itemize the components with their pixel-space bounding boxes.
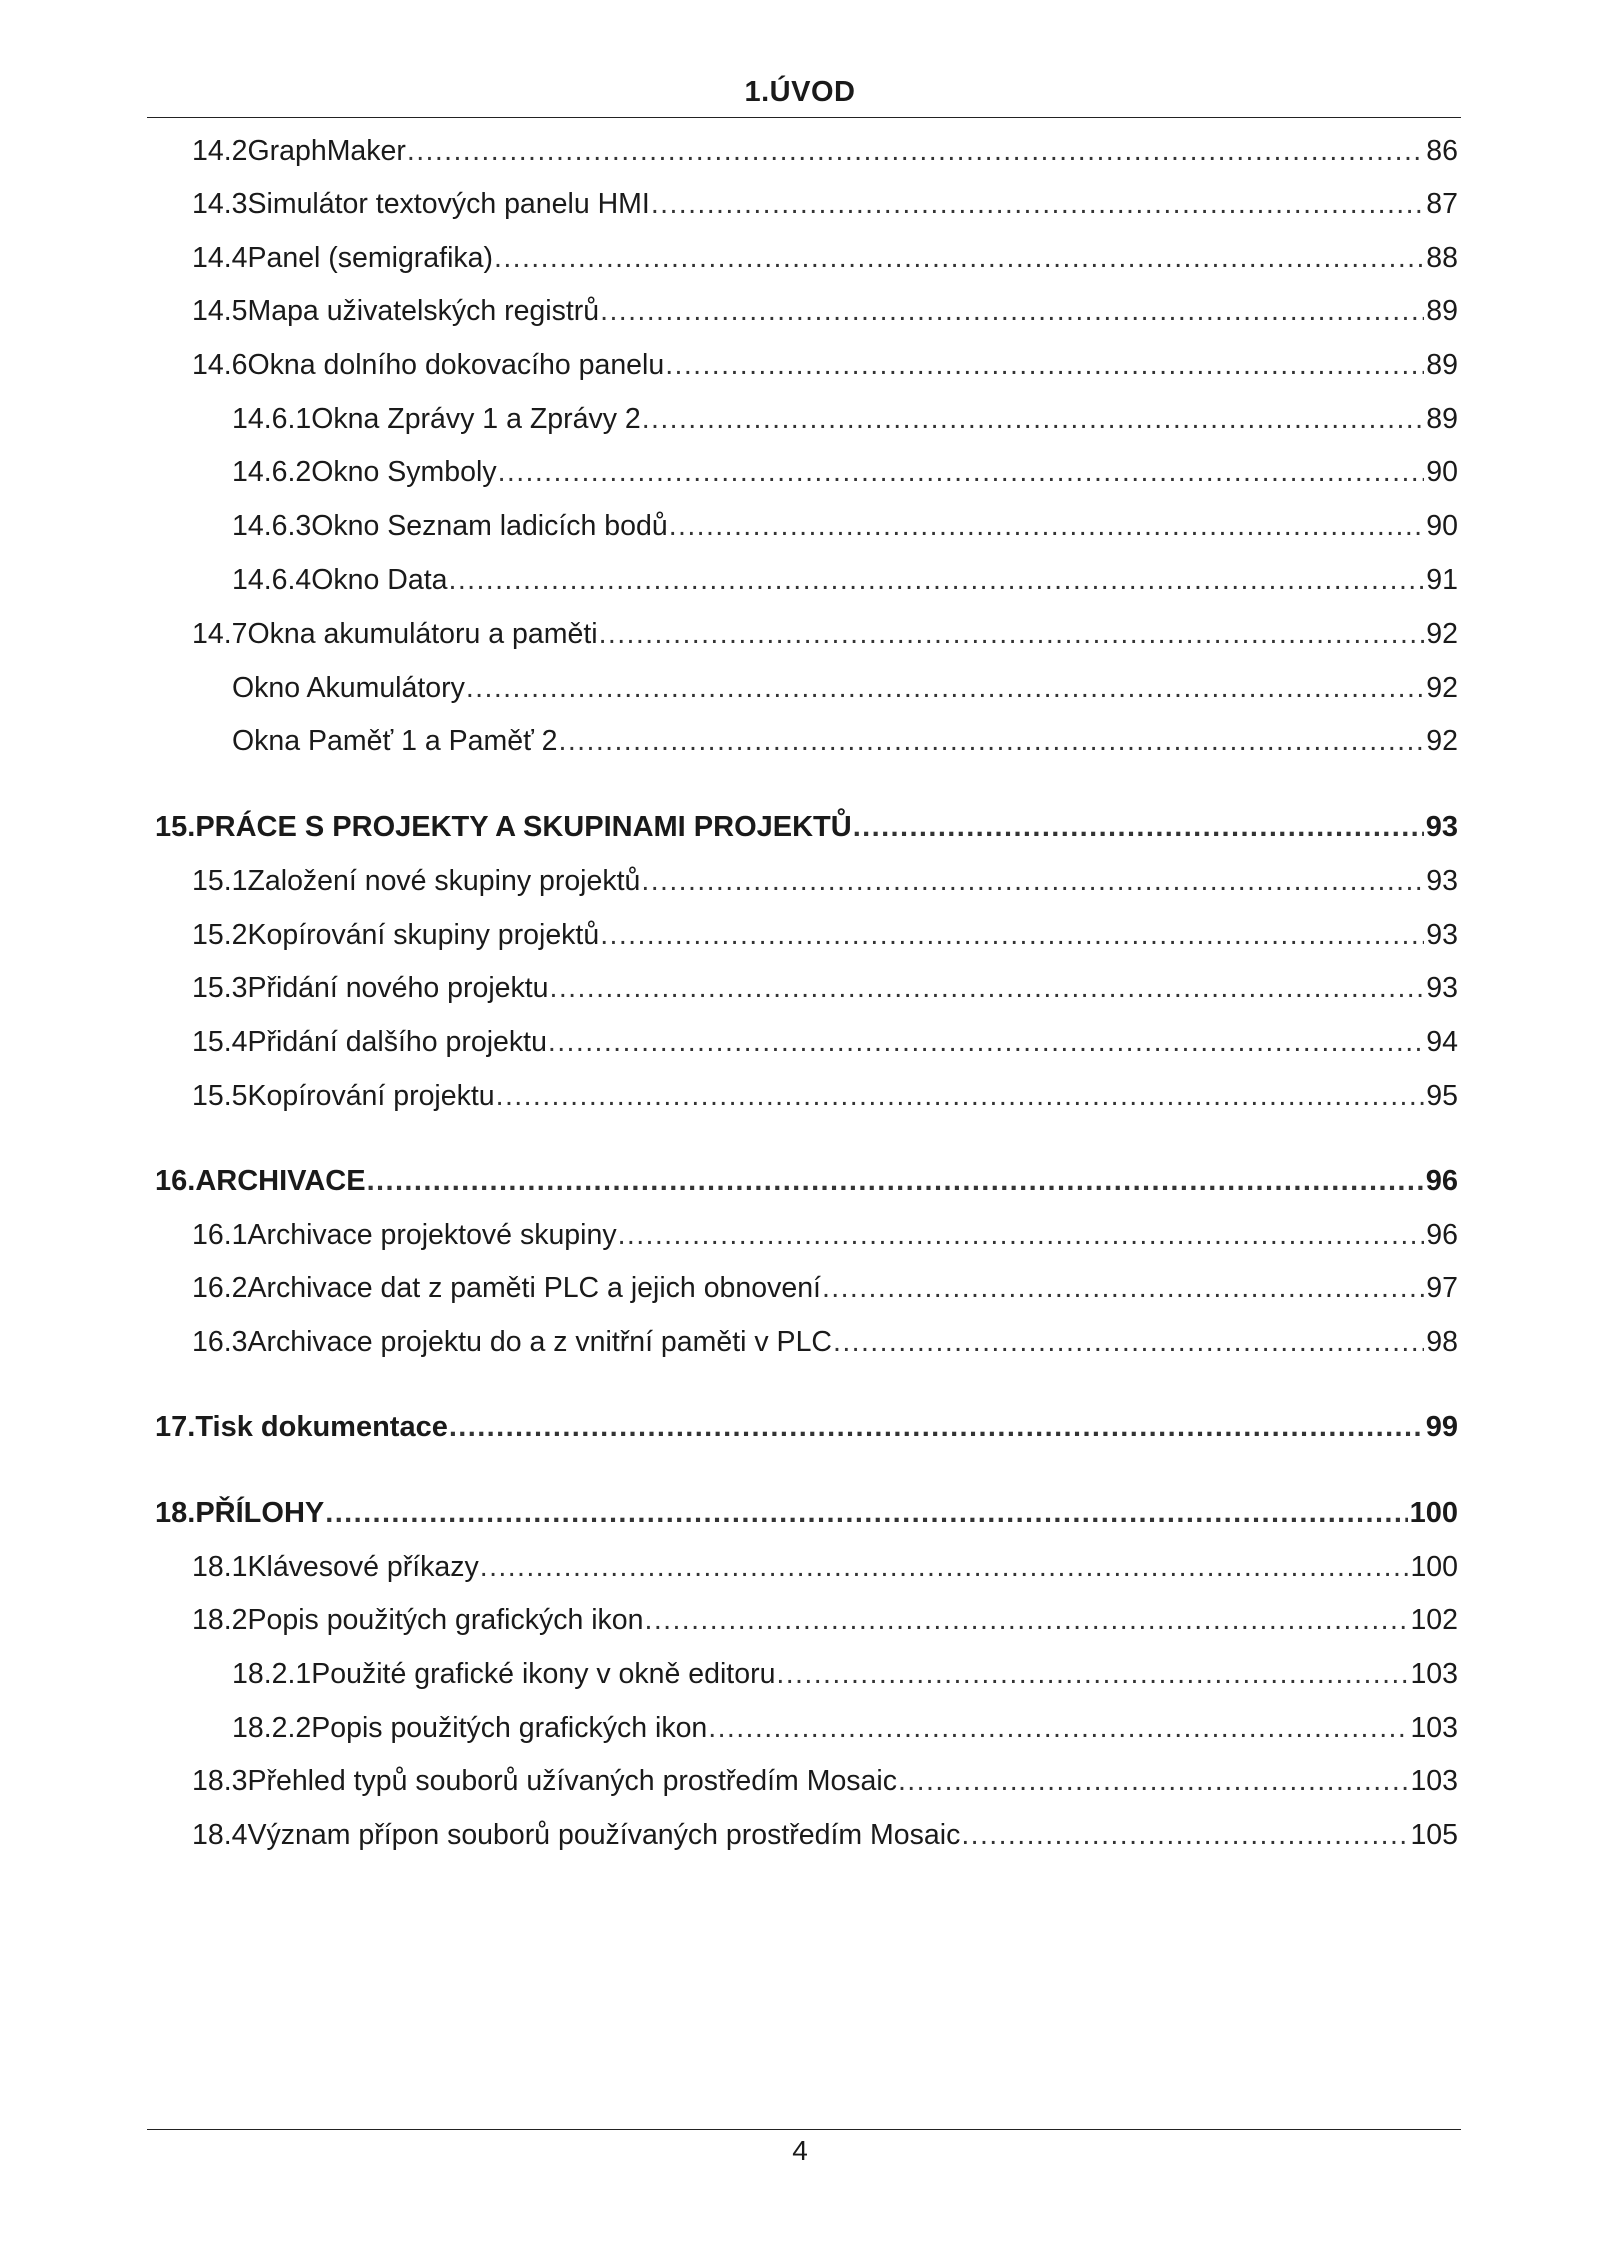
- toc-entry-number: 15.1: [192, 865, 248, 897]
- dot-leader: [449, 1407, 1424, 1447]
- toc-entry-title: Přidání nového projektu: [247, 972, 549, 1004]
- toc-entry-title: Mapa uživatelských registrů: [247, 295, 600, 327]
- toc-entry-page: 103: [1410, 1765, 1458, 1797]
- dot-leader: [898, 1761, 1408, 1801]
- toc-entry-page: 96: [1426, 1219, 1458, 1251]
- dot-leader: [618, 1215, 1425, 1255]
- dot-leader: [708, 1708, 1408, 1748]
- toc-entry-number: 18.2.1: [232, 1658, 312, 1690]
- dot-leader: [559, 721, 1425, 761]
- dot-leader: [325, 1493, 1407, 1533]
- dot-leader: [548, 1022, 1424, 1062]
- toc-entry-number: 18.1: [192, 1551, 248, 1583]
- toc-entry-page: 92: [1426, 672, 1458, 704]
- toc-entry-page: 98: [1426, 1326, 1458, 1358]
- toc-entry[interactable]: [192, 915, 1458, 955]
- dot-leader: [466, 668, 1424, 708]
- dot-leader: [641, 861, 1424, 901]
- footer-rule: [147, 2129, 1461, 2130]
- toc-entry-number: 18.2: [192, 1604, 248, 1636]
- toc-entry-title: Význam přípon souborů používaných prostředím Mosaic: [247, 1819, 961, 1851]
- toc-entry[interactable]: [192, 1215, 1458, 1255]
- dot-leader: [961, 1815, 1408, 1855]
- toc-entry[interactable]: [232, 399, 1458, 439]
- toc-entry-page: 86: [1426, 135, 1458, 167]
- toc-entry-title: ARCHIVACE: [195, 1165, 366, 1197]
- toc-entry[interactable]: [192, 614, 1458, 654]
- toc-entry-page: 93: [1426, 972, 1458, 1004]
- toc-entry-title: GraphMaker: [247, 135, 406, 167]
- toc-entry-number: 18.2.2: [232, 1712, 312, 1744]
- dot-leader: [407, 131, 1424, 171]
- toc-entry-page: 92: [1426, 618, 1458, 650]
- toc-entry[interactable]: [192, 345, 1458, 385]
- toc-entry-title: Tisk dokumentace: [195, 1411, 448, 1443]
- dot-leader: [822, 1268, 1424, 1308]
- toc-entry-page: 89: [1426, 295, 1458, 327]
- dot-leader: [645, 1600, 1409, 1640]
- toc-entry-number: 14.2: [192, 135, 248, 167]
- toc-entry-number: 18.4: [192, 1819, 248, 1851]
- dot-leader: [665, 345, 1424, 385]
- dot-leader: [498, 452, 1425, 492]
- toc-entry[interactable]: [192, 1815, 1458, 1855]
- toc-entry-page: 87: [1426, 188, 1458, 220]
- toc-entry-title: Klávesové příkazy: [247, 1551, 479, 1583]
- toc-entry-number: 15.4: [192, 1026, 248, 1058]
- toc-entry[interactable]: [192, 1600, 1458, 1640]
- toc-entry[interactable]: [192, 1547, 1458, 1587]
- header-rule: [147, 117, 1461, 118]
- toc-entry-number: 18.3: [192, 1765, 248, 1797]
- toc-entry[interactable]: [155, 807, 1458, 847]
- toc-entry-number: 14.6.3: [232, 510, 312, 542]
- toc-entry-title: Založení nové skupiny projektů: [247, 865, 641, 897]
- toc-entry-number: 16.3: [192, 1326, 248, 1358]
- toc-entry-number: 16.1: [192, 1219, 248, 1251]
- toc-entry-page: 100: [1409, 1497, 1458, 1529]
- toc-entry-page: 88: [1426, 242, 1458, 274]
- toc-entry-page: 89: [1426, 403, 1458, 435]
- toc-entry-number: 16.: [155, 1165, 196, 1197]
- toc-entry[interactable]: [192, 1268, 1458, 1308]
- toc-entry-number: 14.6.1: [232, 403, 312, 435]
- toc-entry-title: Kopírování projektu: [247, 1080, 495, 1112]
- toc-entry[interactable]: [192, 1022, 1458, 1062]
- toc-entry-number: 16.2: [192, 1272, 248, 1304]
- toc-entry-title: Přehled typů souborů užívaných prostředím Mosaic: [247, 1765, 897, 1797]
- toc-entry-page: 95: [1426, 1080, 1458, 1112]
- dot-leader: [449, 560, 1425, 600]
- toc-entry-number: 15.5: [192, 1080, 248, 1112]
- toc-entry[interactable]: [192, 1322, 1458, 1362]
- toc-entry-title: Okna dolního dokovacího panelu: [247, 349, 665, 381]
- dot-leader: [669, 506, 1425, 546]
- dot-leader: [480, 1547, 1409, 1587]
- toc-entry-page: 90: [1426, 510, 1458, 542]
- toc-entry-page: 93: [1425, 811, 1458, 843]
- toc-entry-number: 14.5: [192, 295, 248, 327]
- dot-leader: [651, 184, 1424, 224]
- toc-entry-page: 100: [1410, 1551, 1458, 1583]
- toc-entry-number: 18.: [155, 1497, 196, 1529]
- toc-entry-title: Okna Zprávy 1 a Zprávy 2: [311, 403, 641, 435]
- toc-entry-number: 14.3: [192, 188, 248, 220]
- toc-entry-number: 15.: [155, 811, 196, 843]
- toc-entry-page: 99: [1425, 1411, 1458, 1443]
- toc-entry[interactable]: [192, 184, 1458, 224]
- toc-entry-number: 17.: [155, 1411, 196, 1443]
- toc-entry-page: 103: [1410, 1712, 1458, 1744]
- toc-entry-number: 14.6.4: [232, 564, 312, 596]
- toc-entry[interactable]: [192, 131, 1458, 171]
- toc-entry-title: Okno Seznam ladicích bodů: [311, 510, 668, 542]
- toc-entry-number: 14.6: [192, 349, 248, 381]
- toc-entry-title: Simulátor textových panelu HMI: [247, 188, 650, 220]
- toc-entry[interactable]: [232, 721, 1458, 761]
- toc-entry-title: Okno Data: [311, 564, 448, 596]
- toc-entry-page: 105: [1410, 1819, 1458, 1851]
- toc-entry-page: 90: [1426, 456, 1458, 488]
- dot-leader: [599, 614, 1425, 654]
- toc-entry[interactable]: [232, 452, 1458, 492]
- toc-entry-title: PŘÍLOHY: [195, 1497, 325, 1529]
- toc-entry-title: PRÁCE S PROJEKTY A SKUPINAMI PROJEKTŮ: [195, 811, 852, 843]
- toc-entry-title: Okna Paměť 1 a Paměť 2: [232, 725, 558, 757]
- dot-leader: [367, 1161, 1424, 1201]
- toc-entry-page: 93: [1426, 865, 1458, 897]
- toc-entry-title: Použité grafické ikony v okně editoru: [311, 1658, 776, 1690]
- toc-entry-title: Okno Akumulátory: [232, 672, 465, 704]
- toc-entry-title: Okno Symboly: [311, 456, 497, 488]
- toc-entry-title: Archivace dat z paměti PLC a jejich obnovení: [247, 1272, 821, 1304]
- toc-entry-page: 92: [1426, 725, 1458, 757]
- dot-leader: [600, 291, 1424, 331]
- toc-entry-title: Přidání dalšího projektu: [247, 1026, 547, 1058]
- toc-entry[interactable]: [232, 1654, 1458, 1694]
- toc-entry-title: Kopírování skupiny projektů: [247, 919, 600, 951]
- toc-entry[interactable]: [232, 668, 1458, 708]
- toc-entry-title: Popis použitých grafických ikon: [311, 1712, 708, 1744]
- toc-entry-page: 93: [1426, 919, 1458, 951]
- toc-entry-number: 14.4: [192, 242, 248, 274]
- toc-entry-title: Archivace projektu do a z vnitřní paměti v PLC: [247, 1326, 832, 1358]
- toc-entry-title: Okna akumulátoru a paměti: [247, 618, 598, 650]
- running-header: 1.ÚVOD: [744, 76, 856, 108]
- toc-entry-page: 96: [1425, 1165, 1458, 1197]
- dot-leader: [550, 968, 1425, 1008]
- toc-entry[interactable]: [155, 1493, 1458, 1533]
- toc-entry[interactable]: [192, 861, 1458, 901]
- toc-entry-title: Popis použitých grafických ikon: [247, 1604, 644, 1636]
- toc-entry[interactable]: [192, 968, 1458, 1008]
- toc-entry-page: 97: [1426, 1272, 1458, 1304]
- toc-entry[interactable]: [155, 1407, 1458, 1447]
- toc-entry-number: 14.7: [192, 618, 248, 650]
- dot-leader: [600, 915, 1424, 955]
- toc-entry-page: 102: [1410, 1604, 1458, 1636]
- toc-entry[interactable]: [192, 291, 1458, 331]
- toc-entry-number: 15.3: [192, 972, 248, 1004]
- toc-entry[interactable]: [192, 1761, 1458, 1801]
- toc-entry[interactable]: [192, 1076, 1458, 1116]
- toc-entry[interactable]: [232, 506, 1458, 546]
- toc-entry[interactable]: [232, 560, 1458, 600]
- page-number: 4: [792, 2135, 808, 2166]
- dot-leader: [642, 399, 1425, 439]
- toc-entry[interactable]: [155, 1161, 1458, 1201]
- toc-entry-number: 14.6.2: [232, 456, 312, 488]
- dot-leader: [494, 238, 1424, 278]
- dot-leader: [776, 1654, 1408, 1694]
- toc-entry[interactable]: [192, 238, 1458, 278]
- dot-leader: [496, 1076, 1425, 1116]
- dot-leader: [853, 807, 1424, 847]
- dot-leader: [833, 1322, 1424, 1362]
- toc-entry-page: 91: [1426, 564, 1458, 596]
- toc-entry-page: 103: [1410, 1658, 1458, 1690]
- toc-entry-page: 89: [1426, 349, 1458, 381]
- toc-entry[interactable]: [232, 1708, 1458, 1748]
- toc-entry-title: Archivace projektové skupiny: [247, 1219, 617, 1251]
- toc-entry-page: 94: [1426, 1026, 1458, 1058]
- toc-entry-title: Panel (semigrafika): [247, 242, 493, 274]
- toc-entry-number: 15.2: [192, 919, 248, 951]
